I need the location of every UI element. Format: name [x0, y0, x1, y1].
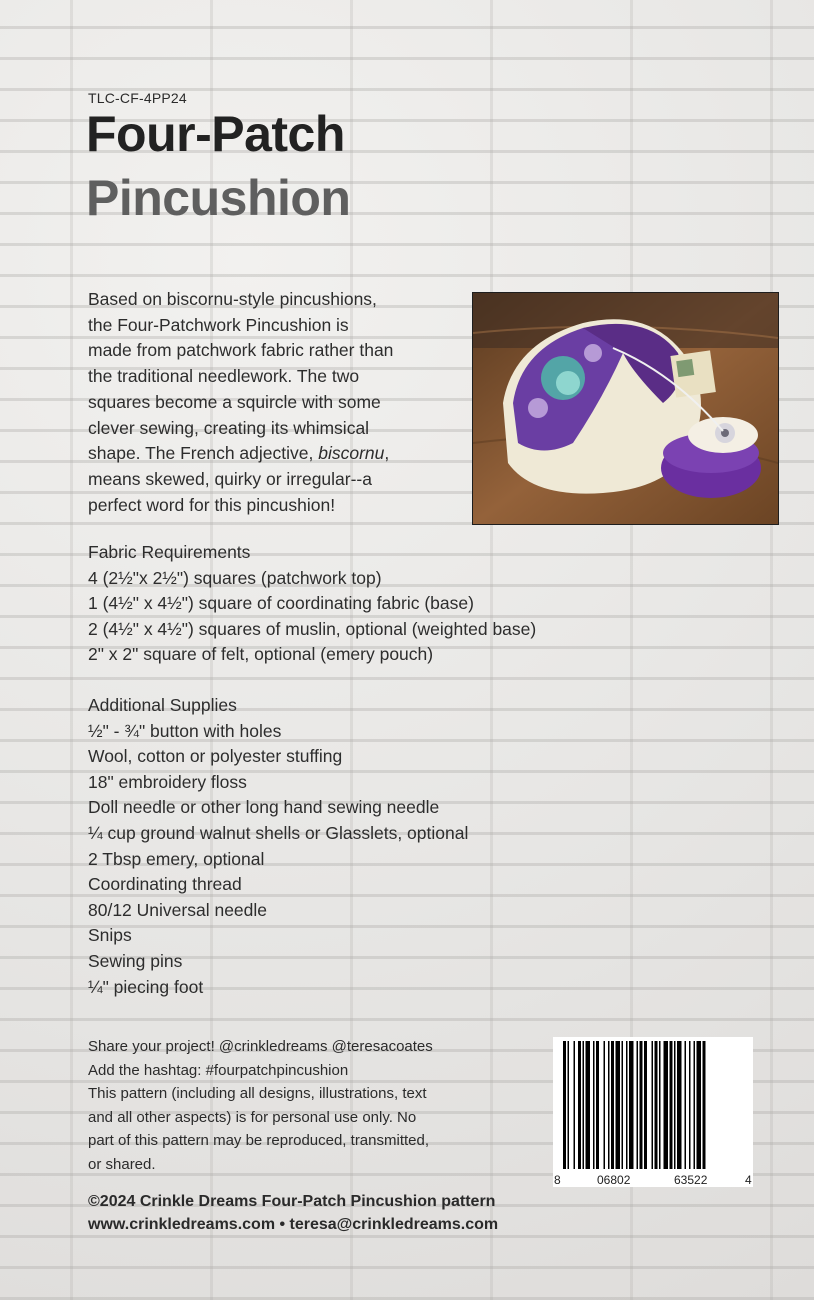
barcode-digit-first: 8: [554, 1173, 561, 1187]
list-item: Doll needle or other long hand sewing needle: [88, 797, 440, 818]
fabric-requirements-list: [88, 566, 536, 668]
list-item: 4 (2½"x 2½") squares (patchwork top): [88, 567, 382, 588]
barcode-bars: [563, 1041, 706, 1181]
barcode-graphic: [553, 1037, 753, 1187]
intro-line: perfect word for this pincushion!: [88, 494, 336, 515]
intro-line: the Four-Patchwork Pincushion is: [88, 314, 349, 335]
list-item: ¼" piecing foot: [88, 976, 204, 997]
intro-line: Based on biscornu-style pincushions,: [88, 289, 377, 309]
upc-barcode: [553, 1037, 753, 1187]
italic-suffix: ,: [384, 443, 390, 464]
list-item: ¼ cup ground walnut shells or Glasslets, optional: [88, 822, 469, 843]
intro-line: the traditional needlework. The two: [88, 366, 360, 387]
copyright-line: and all other aspects) is for personal use only. No: [88, 1108, 417, 1126]
additional-supplies-heading: Additional Supplies: [88, 695, 237, 715]
share-and-copyright-notice: [88, 1035, 538, 1177]
list-item: Wool, cotton or polyester stuffing: [88, 746, 343, 767]
list-item: 2 Tbsp emery, optional: [88, 848, 265, 869]
list-item: 18" embroidery floss: [88, 771, 247, 792]
hashtag-line: Add the hashtag: #fourpatchpincushion: [88, 1061, 349, 1079]
list-item: ½" - ¾" button with holes: [88, 720, 282, 741]
list-item: 2 (4½" x 4½") squares of muslin, optional (weighted base): [88, 618, 537, 639]
share-line: Share your project! @crinkledreams @teresacoates: [88, 1038, 433, 1055]
barcode-group-2: 63522: [674, 1173, 708, 1187]
italic-word: biscornu: [318, 443, 385, 464]
contact-footer: www.crinkledreams.com • teresa@crinkledreams.com: [88, 1216, 499, 1233]
copyright-footer: ©2024 Crinkle Dreams Four-Patch Pincushion pattern: [88, 1193, 496, 1210]
intro-line: means skewed, quirky or irregular--a: [88, 468, 372, 489]
pattern-code: TLC-CF-4PP24: [88, 90, 187, 106]
intro-line-with-italic: [88, 441, 468, 467]
fabric-requirements-section: [88, 540, 536, 668]
list-item: Sewing pins: [88, 950, 183, 971]
intro-paragraph: [88, 287, 468, 518]
barcode-group-1: 06802: [597, 1173, 631, 1187]
fabric-requirements-heading: Fabric Requirements: [88, 542, 251, 562]
intro-line: made from patchwork fabric rather than: [88, 340, 394, 361]
copyright-line: or shared.: [88, 1155, 156, 1173]
list-item: Coordinating thread: [88, 874, 242, 895]
copyright-line: This pattern (including all designs, illustrations, text: [88, 1085, 427, 1103]
pincushion-photo: [472, 292, 779, 525]
pincushion-illustration: [473, 293, 778, 524]
list-item: 1 (4½" x 4½") square of coordinating fabric (base): [88, 593, 474, 614]
list-item: 80/12 Universal needle: [88, 899, 268, 920]
intro-line: squares become a squircle with some: [88, 391, 381, 412]
intro-line: clever sewing, creating its whimsical: [88, 417, 370, 438]
additional-supplies-section: [88, 693, 468, 1000]
additional-supplies-list: [88, 719, 468, 1001]
list-item: Snips: [88, 925, 132, 946]
barcode-digit-last: 4: [745, 1173, 752, 1187]
list-item: 2" x 2" square of felt, optional (emery pouch): [88, 644, 434, 665]
intro-line: shape. The French adjective,: [88, 443, 319, 464]
copyright-line: part of this pattern may be reproduced, transmitted,: [88, 1132, 430, 1150]
title-line-2: Pincushion: [86, 170, 351, 226]
title-line-1: Four-Patch: [86, 106, 345, 162]
